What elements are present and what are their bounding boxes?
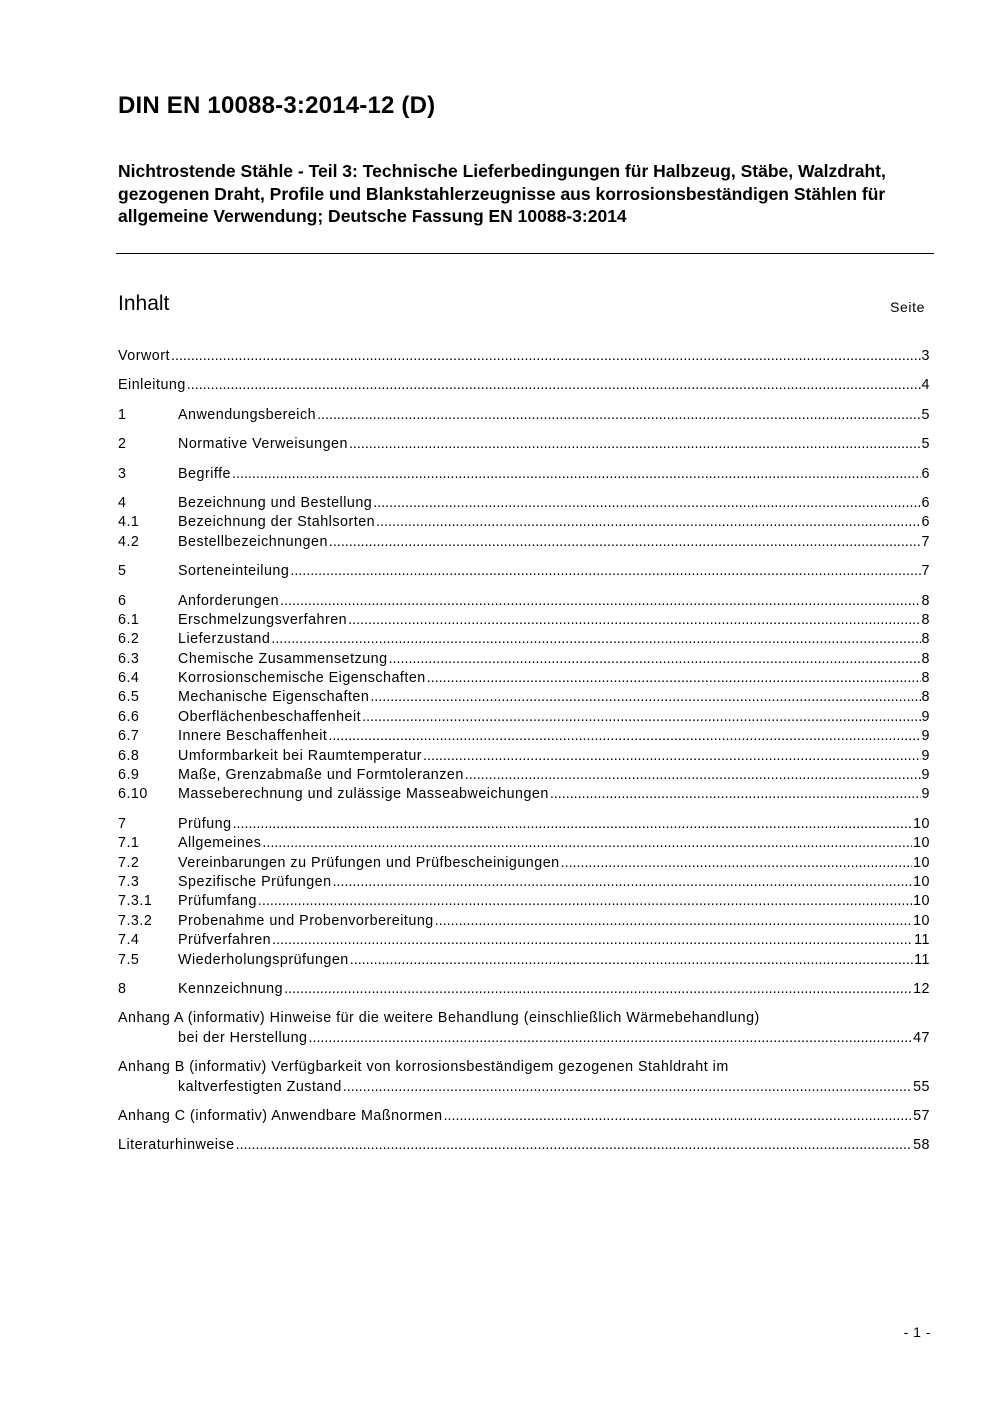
toc-entry-number: 7.1: [118, 835, 140, 852]
table-of-contents: [118, 347, 930, 1156]
toc-entry-title: Vorwort: [118, 348, 170, 364]
toc-entry[interactable]: [118, 611, 930, 630]
toc-entry[interactable]: [118, 931, 930, 950]
toc-entry-title: Normative Verweisungen: [178, 436, 348, 453]
toc-entry-number: 1: [118, 406, 127, 423]
toc-entry[interactable]: [118, 1136, 930, 1155]
toc-entry-title: Korrosionschemische Eigenschaften: [178, 670, 426, 687]
toc-entry[interactable]: [118, 435, 930, 454]
toc-entry-title: Oberflächenbeschaffenheit: [178, 708, 362, 725]
toc-leader: [171, 347, 921, 366]
toc-entry-number: 6: [118, 592, 127, 609]
toc-entry[interactable]: [118, 951, 930, 970]
toc-entry[interactable]: [118, 727, 930, 746]
toc-entry-number: 2: [118, 436, 127, 453]
toc-entry[interactable]: [118, 688, 930, 707]
toc-entry-title: Bestellbezeichnungen: [178, 533, 328, 550]
toc-entry-page: 10: [913, 854, 930, 871]
page-column-label: Seite: [890, 299, 925, 315]
toc-entry-number: 6.6: [118, 708, 140, 725]
toc-entry[interactable]: [118, 669, 930, 688]
toc-leader: [444, 1107, 913, 1126]
toc-entry-title: Anforderungen: [178, 592, 280, 609]
toc-leader: [427, 669, 921, 688]
document-title: DIN EN 10088-3:2014-12 (D): [118, 92, 436, 119]
toc-entry-number: 6.10: [118, 786, 148, 803]
toc-leader: [280, 592, 920, 611]
toc-entry[interactable]: [118, 1107, 930, 1126]
toc-entry-page: 10: [913, 893, 930, 910]
toc-entry-title: Anhang C (informativ) Anwendbare Maßnormen: [118, 1107, 443, 1124]
toc-entry-number: 6.1: [118, 611, 140, 628]
toc-leader: [376, 513, 920, 532]
toc-entry-page: 58: [913, 1137, 930, 1154]
toc-entry[interactable]: [118, 406, 930, 425]
toc-entry-number: 6.9: [118, 767, 140, 784]
toc-entry-number: 7.3: [118, 873, 140, 890]
toc-entry[interactable]: [118, 376, 930, 395]
toc-entry-number: 6.7: [118, 728, 140, 745]
toc-entry-page: 4: [921, 377, 930, 394]
toc-entry[interactable]: [118, 834, 930, 853]
toc-leader: [373, 494, 920, 513]
toc-entry-title: Kennzeichnung: [178, 980, 284, 997]
toc-entry-title: Prüfverfahren: [178, 932, 272, 949]
toc-entry-title: Prüfumfang: [178, 893, 257, 910]
toc-entry[interactable]: [118, 650, 930, 669]
toc-leader: [370, 688, 920, 707]
page-number: - 1 -: [903, 1324, 931, 1340]
toc-entry-title: Mechanische Eigenschaften: [178, 689, 370, 706]
toc-entry-title: Masseberechnung und zulässige Masseabweichungen: [178, 786, 549, 803]
toc-entry[interactable]: [118, 892, 930, 911]
toc-annex-title: Anhang B (informativ) Verfügbarkeit von korrosionsbeständigem gezogenen Stahldraht im: [118, 1059, 729, 1076]
toc-leader: [550, 785, 921, 804]
toc-leader: [258, 892, 912, 911]
toc-entry-page: 11: [914, 932, 930, 949]
toc-entry-page: 10: [913, 912, 930, 929]
toc-entry-number: 5: [118, 563, 127, 580]
toc-entry-title: Bezeichnung der Stahlsorten: [178, 514, 376, 531]
toc-entry-page: 57: [913, 1107, 930, 1124]
toc-entry-page: 5: [921, 406, 930, 423]
toc-leader: [317, 406, 920, 425]
toc-entry[interactable]: [118, 513, 930, 532]
toc-entry-title: Innere Beschaffenheit: [178, 728, 328, 745]
toc-entry-title: Probenahme und Probenvorbereitung: [178, 912, 434, 929]
toc-entry-number: 6.4: [118, 670, 140, 687]
toc-entry-page: 6: [921, 465, 930, 482]
toc-leader: [343, 1078, 912, 1097]
toc-entry-title: Chemische Zusammensetzung: [178, 650, 388, 667]
toc-entry-page: 6: [921, 494, 930, 511]
toc-leader: [329, 533, 921, 552]
toc-entry-page: 8: [921, 689, 930, 706]
toc-leader: [362, 708, 920, 727]
toc-annex-entry[interactable]: [118, 1009, 930, 1048]
toc-entry[interactable]: [118, 980, 930, 999]
toc-leader: [350, 951, 913, 970]
toc-entry-number: 4.2: [118, 533, 140, 550]
toc-entry[interactable]: [118, 347, 930, 366]
toc-leader: [271, 630, 920, 649]
toc-entry[interactable]: [118, 766, 930, 785]
toc-entry-title: Umformbarkeit bei Raumtemperatur: [178, 747, 423, 764]
document-subtitle: Nichtrostende Stähle - Teil 3: Technische Lieferbedingungen für Halbzeug, Stäbe, Walzdraht, gezogenen Draht, Profile und Blankstahlerzeugnisse aus korrosionsbeständigen Stählen für allgemeine Verwendung; Deutsche Fassung EN 10088-3:2014: [118, 161, 886, 226]
toc-entry-number: 3: [118, 465, 127, 482]
toc-entry-number: 4.1: [118, 514, 140, 531]
toc-entry-title: Erschmelzungsverfahren: [178, 611, 348, 628]
toc-entry-number: 4: [118, 494, 127, 511]
toc-entry-page: 5: [921, 436, 930, 453]
toc-entry-page: 6: [921, 514, 930, 531]
toc-entry-title: Allgemeines: [178, 835, 262, 852]
toc-entry-title: Vereinbarungen zu Prüfungen und Prüfbescheinigungen: [178, 854, 560, 871]
toc-entry[interactable]: [118, 785, 930, 804]
toc-entry-title: Lieferzustand: [178, 631, 271, 648]
toc-leader: [262, 834, 912, 853]
toc-entry-page: 12: [913, 980, 930, 997]
toc-entry-page: 9: [921, 747, 930, 764]
toc-entry-page: 9: [921, 786, 930, 803]
toc-entry[interactable]: [118, 708, 930, 727]
toc-entry-title: Maße, Grenzabmaße und Formtoleranzen: [178, 767, 464, 784]
toc-entry-page: 10: [913, 815, 930, 832]
toc-leader: [309, 1029, 913, 1048]
toc-entry[interactable]: [118, 873, 930, 892]
toc-heading: Inhalt: [118, 292, 170, 315]
toc-entry-title: Einleitung: [118, 377, 186, 394]
title-divider: [116, 253, 934, 254]
toc-entry-page: 8: [921, 670, 930, 687]
toc-leader: [272, 931, 913, 950]
toc-entry[interactable]: [118, 815, 930, 834]
toc-entry-page: 9: [921, 708, 930, 725]
toc-leader: [328, 727, 920, 746]
toc-entry-title: Prüfung: [178, 815, 232, 832]
toc-entry-number: 6.2: [118, 631, 140, 648]
toc-entry-title: Begriffe: [178, 465, 232, 482]
toc-entry[interactable]: [118, 494, 930, 513]
toc-entry-page: 8: [921, 592, 930, 609]
toc-entry-page: 3: [921, 348, 930, 364]
toc-entry-number: 7.3.1: [118, 893, 153, 910]
toc-entry-title: Anwendungsbereich: [178, 406, 317, 423]
toc-leader: [561, 854, 912, 873]
toc-entry-page: 7: [921, 563, 930, 580]
toc-entry-page: 10: [913, 835, 930, 852]
toc-entry-title: Bezeichnung und Bestellung: [178, 494, 373, 511]
toc-leader: [333, 873, 913, 892]
toc-entry-number: 7: [118, 815, 127, 832]
toc-entry[interactable]: [118, 465, 930, 484]
toc-leader: [232, 465, 921, 484]
toc-entry-page: 8: [921, 611, 930, 628]
toc-entry[interactable]: [118, 562, 930, 581]
toc-entry-page: 9: [921, 728, 930, 745]
toc-leader: [233, 815, 913, 834]
toc-entry-number: 7.4: [118, 932, 140, 949]
toc-leader: [236, 1136, 913, 1155]
toc-entry[interactable]: [118, 854, 930, 873]
toc-entry-number: 8: [118, 980, 127, 997]
toc-entry-number: 7.5: [118, 951, 140, 968]
toc-entry-number: 7.3.2: [118, 912, 153, 929]
toc-leader: [290, 562, 920, 581]
toc-leader: [348, 611, 920, 630]
toc-entry-page: 11: [914, 951, 930, 968]
toc-annex-subtitle: bei der Herstellung: [178, 1029, 308, 1046]
toc-entry[interactable]: [118, 912, 930, 931]
toc-entry-title: Wiederholungsprüfungen: [178, 951, 349, 968]
toc-leader: [423, 747, 921, 766]
toc-leader: [389, 650, 921, 669]
toc-entry-page: 55: [913, 1078, 930, 1095]
toc-annex-subtitle: kaltverfestigten Zustand: [178, 1078, 342, 1095]
toc-entry[interactable]: [118, 533, 930, 552]
toc-entry-title: Sorteneinteilung: [178, 563, 290, 580]
toc-entry-title: Literaturhinweise: [118, 1137, 235, 1154]
toc-leader: [435, 912, 912, 931]
toc-leader: [349, 435, 921, 454]
toc-entry-page: 9: [921, 767, 930, 784]
toc-entry[interactable]: [118, 630, 930, 649]
toc-leader: [187, 376, 921, 395]
toc-entry[interactable]: [118, 747, 930, 766]
toc-entry-title: Spezifische Prüfungen: [178, 873, 332, 890]
toc-annex-title: Anhang A (informativ) Hinweise für die weitere Behandlung (einschließlich Wärmebehandlung): [118, 1010, 760, 1027]
toc-entry-number: 6.8: [118, 747, 140, 764]
toc-annex-entry[interactable]: [118, 1058, 930, 1097]
toc-entry-number: 6.3: [118, 650, 140, 667]
toc-entry-page: 8: [921, 631, 930, 648]
toc-leader: [465, 766, 921, 785]
toc-entry-page: 7: [921, 533, 930, 550]
toc-entry[interactable]: [118, 592, 930, 611]
toc-entry-number: 7.2: [118, 854, 140, 871]
toc-entry-page: 47: [913, 1029, 930, 1046]
toc-leader: [284, 980, 912, 999]
toc-entry-page: 10: [913, 873, 930, 890]
toc-entry-number: 6.5: [118, 689, 140, 706]
toc-entry-page: 8: [921, 650, 930, 667]
